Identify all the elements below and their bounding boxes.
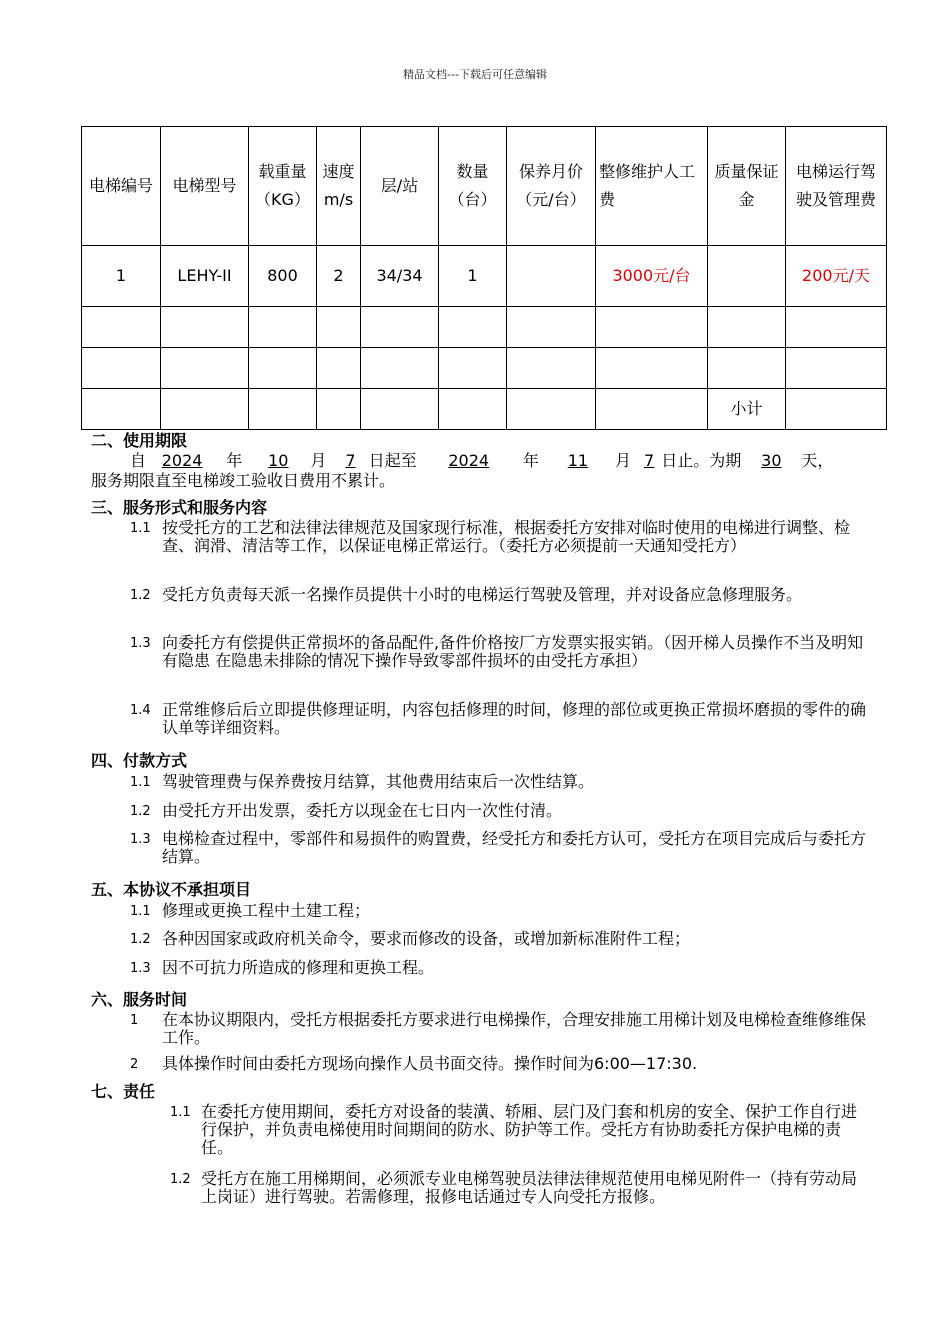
col-header-load: 载重量（KG）	[249, 127, 317, 246]
cell-monthly-price	[507, 246, 596, 307]
table-row	[82, 307, 887, 348]
col-header-floors: 层/站	[361, 127, 439, 246]
col-header-id: 电梯编号	[82, 127, 161, 246]
col-header-quantity: 数量（台）	[439, 127, 507, 246]
elevator-table	[81, 126, 887, 430]
cell-floors: 34/34	[361, 246, 439, 307]
list-item: 2 具体操作时间由委托方现场向操作人员书面交待。操作时间为6:00—17:30.	[130, 1054, 698, 1073]
section-title-responsibility: 七、责任	[91, 1082, 156, 1101]
cell-operation-fee: 200元/天	[786, 246, 887, 307]
section-title-service: 三、服务形式和服务内容	[91, 498, 268, 517]
list-item: 1.2 各种因国家或政府机关命令，要求而修改的设备，或增加新标准附件工程；	[130, 929, 691, 948]
start-day: 7	[345, 451, 356, 470]
page-header: 精品文档---下载后可任意编辑	[403, 68, 547, 81]
list-item: 1.2 由受托方开出发票，委托方以现金在七日内一次性付清。	[130, 801, 563, 820]
start-month: 10	[268, 451, 289, 470]
table-row	[82, 389, 887, 430]
list-item: 1.2 受托方在施工用梯期间，必须派专业电梯驾驶员法律法律规范使用电梯见附件一（持有劳动局上岗证）进行驾驶。若需修理，报修电话通过专人向受托方报修。	[170, 1169, 858, 1206]
cell-model: LEHY-II	[161, 246, 249, 307]
term-sentence: 自 2024 年 10 月 7 日起至 2024 年 11 月 7 日止。为期 30 天，	[130, 451, 834, 470]
table-row	[82, 348, 887, 389]
section-title-term: 二、使用期限	[91, 431, 188, 450]
cell-load: 800	[249, 246, 317, 307]
section-title-payment: 四、付款方式	[91, 751, 188, 770]
end-month: 11	[567, 451, 589, 470]
list-item: 1.3 因不可抗力所造成的修理和更换工程。	[130, 958, 435, 977]
section-title-service-time: 六、服务时间	[91, 990, 188, 1009]
list-item: 1.2 受托方负责每天派一名操作员提供十小时的电梯运行驾驶及管理，并对设备应急修理服务。	[130, 585, 803, 604]
col-header-repair-fee: 整修维护人工费	[596, 127, 708, 246]
col-header-speed: 速度m/s	[317, 127, 361, 246]
list-item: 1 在本协议期限内，受托方根据委托方要求进行电梯操作，合理安排施工用梯计划及电梯检查维修维保工作。	[130, 1010, 867, 1047]
cell-repair-fee: 3000元/台	[596, 246, 708, 307]
col-header-deposit: 质量保证金	[708, 127, 786, 246]
cell-quantity: 1	[439, 246, 507, 307]
end-year: 2024	[448, 451, 490, 470]
col-header-model: 电梯型号	[161, 127, 249, 246]
end-day: 7	[644, 451, 655, 470]
subtotal-label: 小计	[708, 389, 786, 430]
start-year: 2024	[161, 451, 203, 470]
cell-id: 1	[82, 246, 161, 307]
duration-days: 30	[761, 451, 782, 470]
section-title-exclusions: 五、本协议不承担项目	[91, 880, 252, 899]
list-item: 1.3 电梯检查过程中，零部件和易损件的购置费，经受托方和委托方认可，受托方在项目完成后与委托方结算。	[130, 829, 867, 866]
cell-deposit	[708, 246, 786, 307]
list-item: 1.1 修理或更换工程中土建工程；	[130, 901, 371, 920]
cell-speed: 2	[317, 246, 361, 307]
table-row	[82, 246, 887, 307]
col-header-monthly-price: 保养月价（元/台）	[507, 127, 596, 246]
term-note: 服务期限直至电梯竣工验收日费用不累计。	[91, 471, 396, 490]
list-item: 1.1 在委托方使用期间，委托方对设备的装潢、轿厢、层门及门套和机房的安全、保护工作自行进行保护，并负责电梯使用时间期间的防水、防护等工作。受托方有协助委托方保护电梯的责任。	[170, 1102, 858, 1157]
list-item: 1.4 正常维修后后立即提供修理证明，内容包括修理的时间，修理的部位或更换正常损坏磨损的零件的确认单等详细资料。	[130, 700, 867, 737]
list-item: 1.1 驾驶管理费与保养费按月结算，其他费用结束后一次性结算。	[130, 772, 595, 791]
list-item: 1.3 向委托方有偿提供正常损坏的备品配件,备件价格按厂方发票实报实销。（因开梯人员操作不当及明知有隐患 在隐患未排除的情况下操作导致零部件损坏的由受托方承担）	[130, 633, 864, 670]
col-header-operation-fee: 电梯运行驾驶及管理费	[786, 127, 887, 246]
list-item: 1.1 按受托方的工艺和法律法律规范及国家现行标准，根据委托方安排对临时使用的电梯进行调整、检查、润滑、清洁等工作，以保证电梯正常运行。（委托方必须提前一天通知受托方）	[130, 518, 851, 555]
